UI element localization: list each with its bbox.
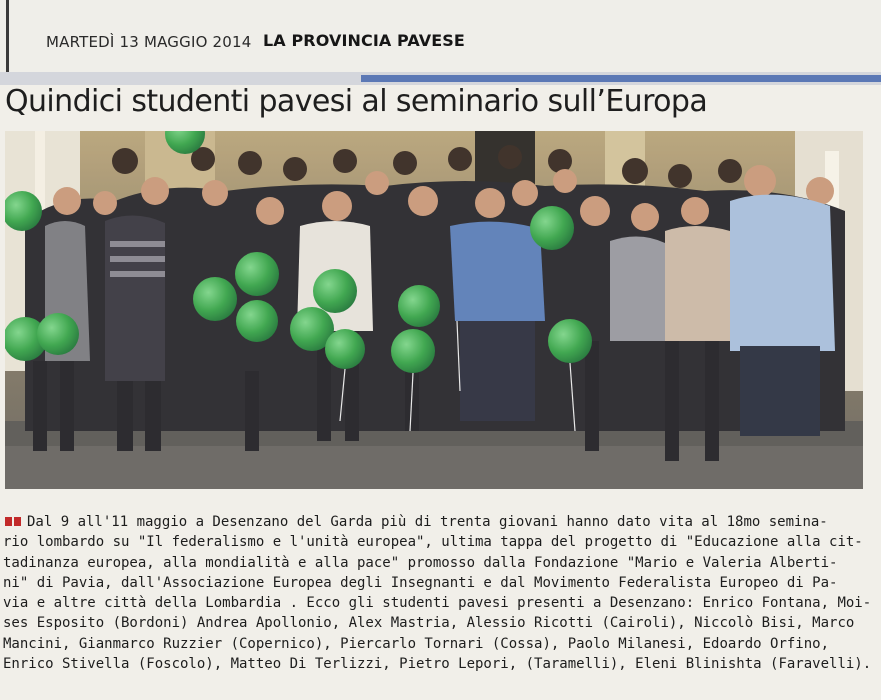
group-photo xyxy=(5,131,863,489)
section-marker xyxy=(14,517,21,526)
body-line: Enrico Stivella (Foscolo), Matteo Di Terlizzi, Pietro Lepori, (Taramelli), Eleni Blinishta (Faravelli). xyxy=(3,656,872,673)
article-body xyxy=(3,512,875,674)
newspaper-name: LA PROVINCIA PAVESE xyxy=(263,31,465,50)
body-line: via e altre città della Lombardia . Ecco gli studenti pavesi presenti a Desenzano: Enrico Fontana, Moi- xyxy=(3,595,872,612)
body-line: tadinanza europea, alla mondialità e alla pace" promosso dalla Fondazione "Mario e Valeria Alberti- xyxy=(3,554,838,571)
body-line xyxy=(3,512,875,532)
masthead xyxy=(0,0,881,73)
article-headline: Quindici studenti pavesi al seminario sull’Europa xyxy=(5,84,708,119)
section-marker xyxy=(5,517,12,526)
body-line: ni" di Pavia, dall'Associazione Europea degli Insegnanti e dal Movimento Federalista Europeo di Pa- xyxy=(3,574,838,591)
scan-edge xyxy=(6,0,9,72)
body-line-text: Dal 9 all'11 maggio a Desenzano del Garda più di trenta giovani hanno dato vita al 18mo semina- xyxy=(27,514,828,530)
blue-stripe xyxy=(361,75,881,82)
issue-date: MARTEDÌ 13 MAGGIO 2014 xyxy=(46,33,252,51)
group-photo-illustration xyxy=(5,131,863,489)
body-line: rio lombardo su "Il federalismo e l'unità europea", ultima tappa del progetto di "Educazione alla cit- xyxy=(3,534,863,551)
body-line: Mancini, Gianmarco Ruzzier (Copernico), Piercarlo Tornari (Cossa), Paolo Milanesi, Edoardo Orfino, xyxy=(3,635,830,652)
body-line: ses Esposito (Bordoni) Andrea Apollonio, Alex Mastria, Alessio Ricotti (Cairoli), Niccolò Bisi, Marco xyxy=(3,615,855,632)
